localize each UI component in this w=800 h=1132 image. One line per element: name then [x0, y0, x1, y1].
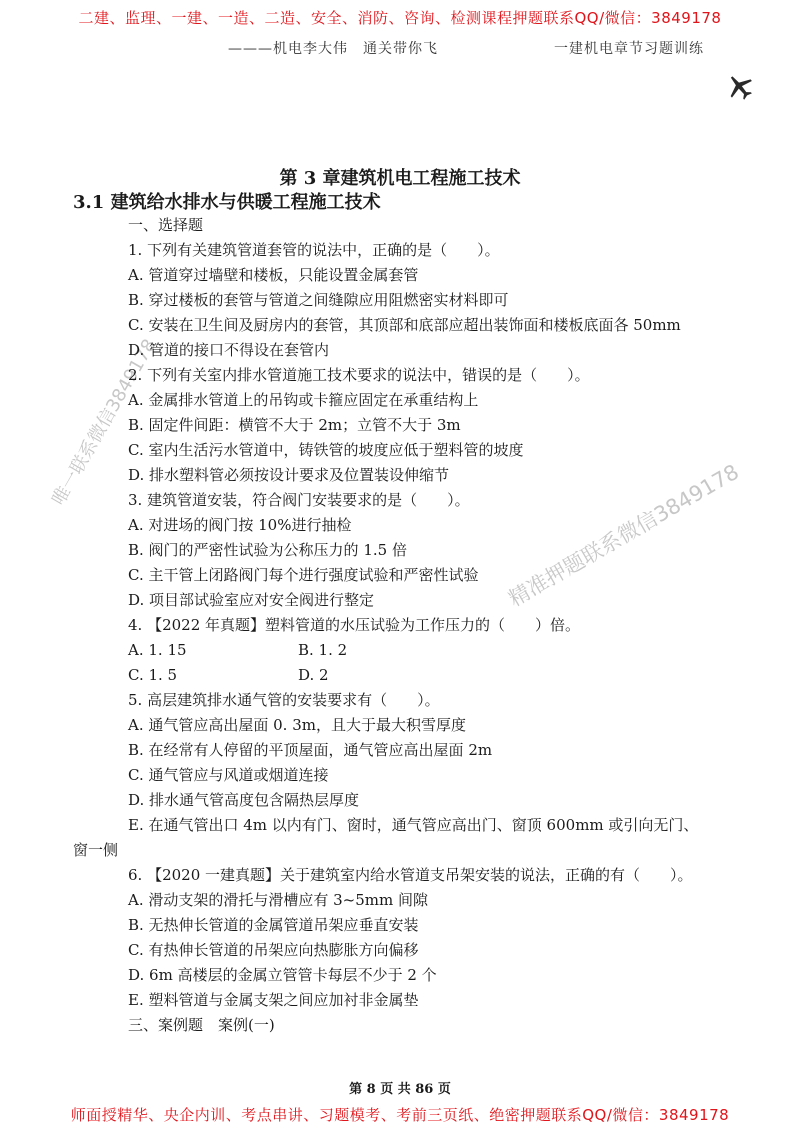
option-line: B. 固定件间距：横管不大于 2m；立管不大于 3m — [128, 416, 461, 434]
watermark-right: 精准押题联系微信3849178 — [504, 459, 743, 612]
header-right-title: 一建机电章节习题训练 — [554, 41, 704, 57]
option-line: C. 室内生活污水管道中，铸铁管的坡度应低于塑料管的坡度 — [128, 441, 524, 459]
bottom-promo-banner: 师面授精华、央企内训、考点串讲、习题模考、考前三页纸、绝密押题联系QQ/微信：3849178 — [70, 1106, 730, 1124]
question-line: 2. 下列有关室内排水管道施工技术要求的说法中，错误的是（ ）。 — [128, 366, 590, 384]
option-line: B. 穿过楼板的套管与管道之间缝隙应用阻燃密实材料即可 — [128, 291, 509, 309]
question-line: 5. 高层建筑排水通气管的安装要求有（ ）。 — [128, 691, 440, 709]
option-line: B. 1. 2 — [298, 641, 348, 659]
option-line: A. 金属排水管道上的吊钩或卡箍应固定在承重结构上 — [128, 391, 479, 409]
option-line: A. 1. 15 — [128, 641, 187, 659]
option-line: B. 阀门的严密性试验为公称压力的 1.5 倍 — [128, 541, 407, 559]
airplane-icon — [725, 72, 755, 102]
option-line: C. 安装在卫生间及厨房内的套管，其顶部和底部应超出装饰面和楼板底面各 50mm — [128, 316, 681, 334]
option-line: C. 有热伸长管道的吊架应向热膨胀方向偏移 — [128, 941, 419, 959]
option-line: E. 塑料管道与金属支架之间应加衬非金属垫 — [128, 991, 419, 1009]
option-line: D. 排水塑料管必须按设计要求及位置装设伸缩节 — [128, 466, 450, 484]
option-line: D. 项目部试验室应对安全阀进行整定 — [128, 591, 375, 609]
page-number: 第 8 页 共 86 页 — [349, 1082, 451, 1097]
top-promo-banner: 二建、监理、一建、一造、二造、安全、消防、咨询、检测课程押题联系QQ/微信：3849178 — [78, 9, 722, 27]
text-line: 三、案例题 案例(一) — [128, 1016, 275, 1034]
option-line: D. 6m 高楼层的金属立管管卡每层不少于 2 个 — [128, 966, 437, 984]
section-title: 3.1 建筑给水排水与供暖工程施工技术 — [73, 192, 381, 213]
chapter-title: 第 3 章建筑机电工程施工技术 — [279, 168, 521, 189]
option-line: C. 通气管应与风道或烟道连接 — [128, 766, 329, 784]
option-line: D. 排水通气管高度包含隔热层厚度 — [128, 791, 360, 809]
question-line: 3. 建筑管道安装，符合阀门安装要求的是（ ）。 — [128, 491, 470, 509]
text-line: 一、选择题 — [128, 216, 204, 234]
option-line: D. 管道的接口不得设在套管内 — [128, 341, 330, 359]
header-left-slogan: ———机电李大伟 通关带你飞 — [228, 41, 438, 57]
option-line: A. 对进场的阀门按 10%进行抽检 — [128, 516, 352, 534]
question-line: 6. 【2020 一建真题】关于建筑室内给水管道支吊架安装的说法，正确的有（ ）。 — [128, 866, 693, 884]
option-line: A. 滑动支架的滑托与滑槽应有 3~5mm 间隙 — [128, 891, 429, 909]
question-line: 4. 【2022 年真题】塑料管道的水压试验为工作压力的（ ）倍。 — [128, 616, 581, 634]
option-line: A. 管道穿过墙壁和楼板，只能设置金属套管 — [128, 266, 419, 284]
option-line: C. 主干管上闭路阀门每个进行强度试验和严密性试验 — [128, 566, 479, 584]
option-line: D. 2 — [298, 666, 329, 684]
question-line: 1. 下列有关建筑管道套管的说法中，正确的是（ ）。 — [128, 241, 500, 259]
option-line: B. 在经常有人停留的平顶屋面，通气管应高出屋面 2m — [128, 741, 493, 759]
option-line: 窗一侧 — [73, 841, 119, 859]
option-line: B. 无热伸长管道的金属管道吊架应垂直安装 — [128, 916, 419, 934]
watermark-left: 唯一联系微信3849178 — [48, 335, 161, 509]
option-line: A. 通气管应高出屋面 0. 3m，且大于最大积雪厚度 — [128, 716, 466, 734]
option-line: C. 1. 5 — [128, 666, 178, 684]
option-line: E. 在通气管出口 4m 以内有门、窗时，通气管应高出门、窗顶 600mm 或引向无门、 — [128, 816, 699, 834]
